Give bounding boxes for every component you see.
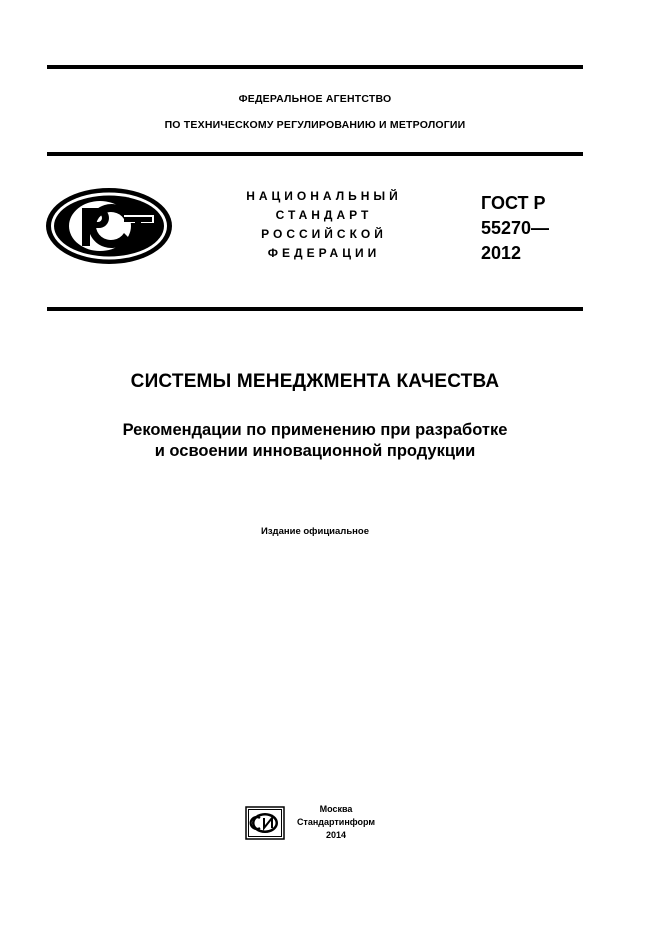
- national-standard-line-1: НАЦИОНАЛЬНЫЙ: [246, 189, 402, 203]
- title-block-rule: [47, 307, 583, 311]
- publisher-info: [288, 803, 384, 842]
- agency-line-1: ФЕДЕРАЛЬНОЕ АГЕНТСТВО: [238, 93, 392, 105]
- designation-year: 2012: [481, 243, 522, 263]
- publisher-city: Москва: [319, 804, 353, 814]
- document-subtitle: [47, 420, 583, 462]
- national-standard-line-4: ФЕДЕРАЦИИ: [267, 246, 381, 260]
- publication-year: 2014: [325, 830, 347, 840]
- subtitle-line-2: и освоении инновационной продукции: [154, 442, 476, 460]
- national-standard-line-2: СТАНДАРТ: [275, 208, 373, 222]
- rst-certification-mark-icon: [44, 186, 174, 266]
- standard-designation: [481, 191, 549, 266]
- header-rule: [47, 152, 583, 156]
- national-standard-label: [232, 187, 416, 263]
- publisher-name: Стандартинформ: [296, 817, 376, 827]
- national-standard-line-3: РОССИЙСКОЙ: [261, 227, 387, 241]
- agency-line-2: ПО ТЕХНИЧЕСКОМУ РЕГУЛИРОВАНИЮ И МЕТРОЛОГИИ: [164, 119, 466, 131]
- standartinform-logo-icon: [245, 806, 285, 840]
- subtitle-line-1: Рекомендации по применению при разработке: [122, 421, 508, 439]
- designation-prefix: ГОСТ Р: [481, 193, 546, 213]
- document-title: СИСТЕМЫ МЕНЕДЖМЕНТА КАЧЕСТВА: [130, 371, 500, 392]
- top-rule: [47, 65, 583, 69]
- designation-number: 55270—: [481, 218, 550, 238]
- edition-label: Издание официальное: [261, 526, 369, 537]
